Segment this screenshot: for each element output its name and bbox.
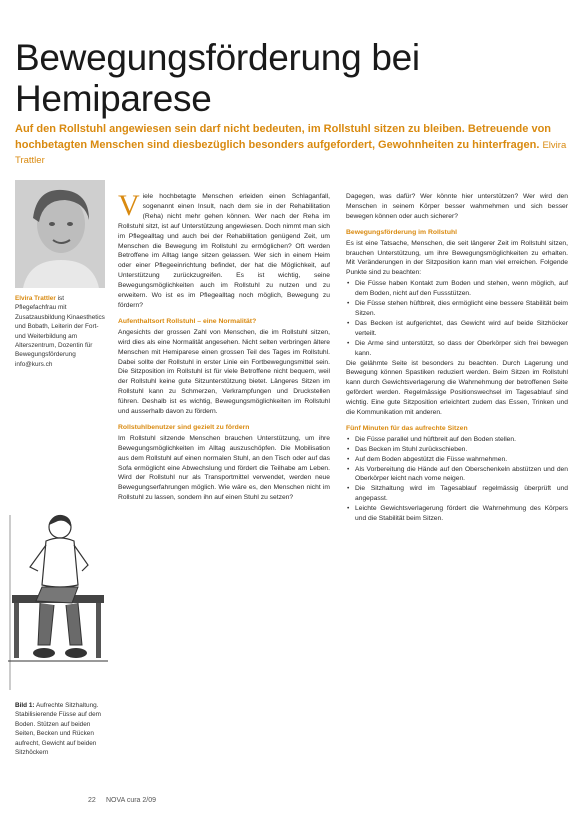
- bullet-list: [346, 279, 568, 358]
- author-name: Elvira Trattler: [15, 139, 567, 166]
- figure-1-illustration: [8, 505, 108, 695]
- list-item: • Als Vorbereitung die Hände auf den Oberschenkeln abstützen und den Oberkörper leicht nach vorne neigen.: [346, 465, 568, 485]
- intro-text: iele hochbetagte Menschen erleiden einen Schlaganfall, sogenannt einen Insult, nach dem sie in der Rehabilitation (Reha) nicht mehr gehen können. Wer nach der Reha im Rollstuhl sitzt, ist auf Unterstützung angewiesen. Doch nimmt man sich im Pflegealltag und auch bei der Rehabilitation genügend Zeit, um Menschen die Bewegung im Rollstuhl zu ermöglichen? Oft werden Betroffene im Alltag lange sitzen gelassen. Wer sich in einem Heim oder einer Pflegeeinrichtung befindet, der hat die Möglichkeit, auf Unterstützung zurückzugreifen. Es ist wichtig, seine Bewegungsmöglichkeiten auch im Rollstuhl zu nutzen und zu erweitern. Wo ist es im Pflegealltag noch möglich, Bewegung zu fördern?: [118, 193, 330, 309]
- lead-text: Auf den Rollstuhl angewiesen sein darf nicht bedeuten, im Rollstuhl sitzen zu bleiben. Betreuende von hochbetagten Menschen sind diesbezüglich besonders aufgefordert, Gewohnheiten zu hinterfragen.: [15, 123, 552, 151]
- list-item: • Das Becken im Stuhl zurückschieben.: [346, 445, 568, 455]
- list-item: • Die Sitzhaltung wird im Tagesablauf regelmässig überprüft und angepasst.: [346, 484, 568, 504]
- lead-paragraph: [15, 122, 570, 169]
- list-item: • Die Füsse parallel und hüftbreit auf den Boden stellen.: [346, 435, 568, 445]
- issue-label: NOVA cura 2/09: [105, 797, 157, 804]
- intro-paragraph: [118, 189, 330, 311]
- body-paragraph: Dagegen, was dafür? Wer könnte hier unterstützen? Wer wird den Menschen in seinem Körper besser wahrnehmen und sich besser bewegen können oder auch sicherer?: [346, 193, 568, 220]
- author-caption: [15, 294, 107, 369]
- list-item: • Auf dem Boden abgestützt die Füsse wahrnehmen.: [346, 455, 568, 465]
- page-footer: [88, 797, 156, 804]
- figure-1-text: Aufrechte Sitzhaltung. Stabilisierende Füsse auf dem Boden. Stützen auf beiden Seiten, Becken und Rücken aufrecht, Gewicht auf beiden Sitzhöckern: [15, 702, 101, 757]
- list-item: • Die Füsse stehen hüftbreit, dies ermöglicht eine bessere Stabilität beim Sitzen.: [346, 299, 568, 319]
- drop-cap: V: [118, 189, 140, 222]
- section-heading: Fünf Minuten für das aufrechte Sitzen: [346, 424, 468, 432]
- figure-1-caption: [15, 701, 107, 757]
- body-paragraph: Es ist eine Tatsache, Menschen, die seit längerer Zeit im Rollstuhl sitzen, brauchen Unterstützung, um ihre Bewegungsmöglichkeiten zu erhalten. Mit Veränderungen in der Sitzposition kann man viel erreichen. Folgende Punkte sind zu beachten:: [346, 239, 568, 277]
- section-heading: Rollstuhlbenutzer sind gezielt zu fördern: [118, 423, 250, 431]
- caption-email: info@kurs.ch: [15, 360, 53, 368]
- list-item: • Die Füsse haben Kontakt zum Boden und stehen, wenn möglich, auf dem Boden, nicht auf den Fussstützen.: [346, 279, 568, 299]
- caption-name: Elvira Trattler: [15, 295, 56, 302]
- figure-1-label: Bild 1:: [15, 702, 35, 709]
- body-paragraph: Im Rollstuhl sitzende Menschen brauchen Unterstützung, um ihre Bewegungsmöglichkeiten im Alltag auszuschöpfen. Die Mobilisation aus dem Rollstuhl auf einen normalen Stuhl, an den Tisch oder auf das Sofa ermöglicht eine Abwechslung und fördert die Teilhabe am Leben. Wird der Rollstuhl nur als Transportmittel verwendet, werden neue Bewegungserfahrungen möglich. Wie wäre es, den Menschen nicht im Rollstuhl zu lassen, sondern ihn auf einen Stuhl zu setzen?: [118, 434, 330, 502]
- page-title: Bewegungsförderung bei Hemiparese: [15, 36, 420, 119]
- body-paragraph: Die gelähmte Seite ist besonders zu beachten. Durch Lagerung und Bewegung können Spastiken reduziert werden. Beim Sitzen im Rollstuhl kann durch Gewichtsverlagerung die Wahrnehmung der betroffenen Seite gefördert werden. Regelmässige Positionswechsel im Tagesablauf sind wichtig. Eine gute Sitzposition erleichtert zudem das Essen, Trinken und die Kommunikation mit anderen.: [346, 359, 568, 417]
- column-1: [118, 189, 330, 504]
- page-number: 22: [88, 797, 96, 804]
- caption-text: ist Pflegefachfrau mit Zusatzausbildung Kinaesthetics und Bobath, Leiterin der Fort- und Weiterbildung am Alterszentrum, Dozentin für Bewegungsförderung: [15, 295, 105, 359]
- list-item: • Das Becken ist aufgerichtet, das Gewicht wird auf beide Sitzhöcker verteilt.: [346, 319, 568, 339]
- list-item: • Leichte Gewichtsverlagerung fördert die Wahrnehmung des Körpers und die Stabilität beim Sitzen.: [346, 504, 568, 524]
- body-paragraph: Angesichts der grossen Zahl von Menschen, die im Rollstuhl sitzen, wird dies als eine Normalität angesehen. Nicht selten verbringen ältere Menschen mit Hemiparese einen grossen Teil des Tages im Rollstuhl. Dabei sollte der Rollstuhl in erster Linie ein Fortbewegungsmittel sein. Die Sitzposition im Rollstuhl ist für viele Betroffene nicht bequem, weil der Rollstuhl keine gute Sitzunterstützung bietet. Längeres Sitzen im Rollstuhl kann zu Schmerzen, Verkrampfungen und Druckstellen führen. Deshalb ist es wichtig, Bewegungsmöglichkeiten im Rollstuhl und ausserhalb davon zu fördern.: [118, 328, 330, 416]
- section-heading: Bewegungsförderung im Rollstuhl: [346, 228, 458, 236]
- section-heading: Aufenthaltsort Rollstuhl – eine Normalität?: [118, 317, 257, 325]
- list-item: • Die Arme sind unterstützt, so dass der Oberkörper sich frei bewegen kann.: [346, 339, 568, 359]
- bullet-list: [346, 435, 568, 524]
- author-portrait: [15, 180, 105, 288]
- column-2: [346, 192, 568, 524]
